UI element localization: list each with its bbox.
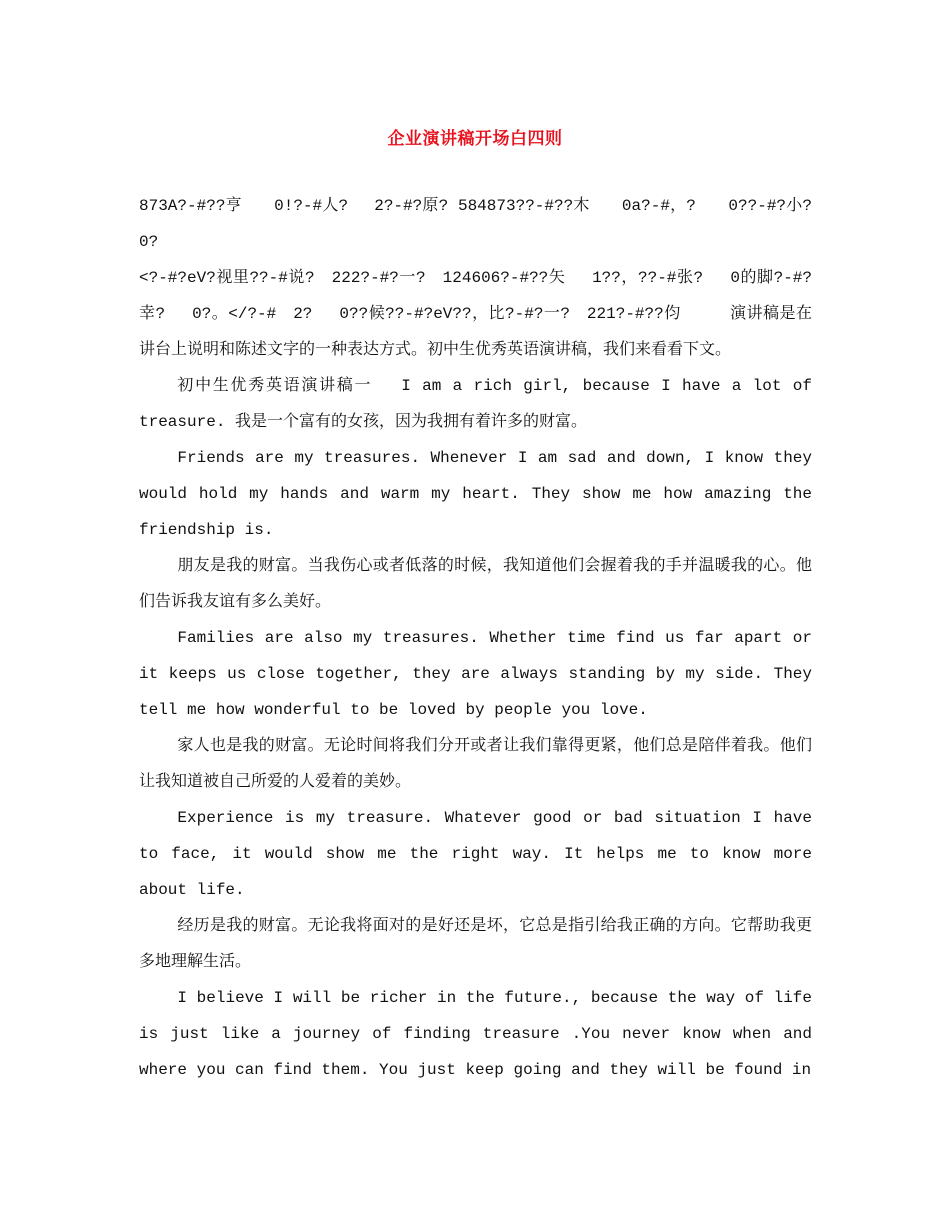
experience-english-paragraph: Experience is my treasure. Whatever good or bad situation I have to face, it would show me the right way. It helps me to know more about life.	[139, 809, 812, 899]
garbled-header-line: 873A?-#??亨 0!?-#人? 2?-#?原? 584873??-#??木 0a?-#，? 0??-#?小? 0?	[139, 197, 829, 251]
document-title: 企业演讲稿开场白四则	[387, 129, 563, 149]
experience-chinese-paragraph: 经历是我的财富。无论我将面对的是好还是坏，它总是指引给我正确的方向。它帮助我更多地理解生活。	[139, 917, 812, 971]
families-chinese-paragraph: 家人也是我的财富。无论时间将我们分开或者让我们靠得更紧，他们总是陪伴着我。他们让我知道被自己所爱的人爱着的美妙。	[139, 737, 812, 791]
intro-paragraph: <?-#?eV?视里??-#说? 222?-#?一? 124606?-#??矢 1??，??-#张? 0的脚?-#?幸? 0?。</?-# 2? 0??候??-#?eV??，比?-#?一? 221?-#??伨 演讲稿是在讲台上说明和陈述文字的一种表达方式。初中生优秀英语演讲稿，我们来看看下文。	[139, 269, 812, 359]
speech-opening-paragraph: 初中生优秀英语演讲稿一 I am a rich girl, because I have a lot of treasure. 我是一个富有的女孩，因为我拥有着许多的财富。	[139, 377, 812, 431]
future-english-paragraph: I believe I will be richer in the future., because the way of life is just like a journey of finding treasure .You never know when and where you can find them. You just keep going and they will be found in	[139, 989, 812, 1079]
families-english-paragraph: Families are also my treasures. Whether time find us far apart or it keeps us close together, they are always standing by my side. They tell me how wonderful to be loved by people you love.	[139, 629, 812, 719]
friends-chinese-paragraph: 朋友是我的财富。当我伤心或者低落的时候，我知道他们会握着我的手并温暖我的心。他们告诉我友谊有多么美好。	[139, 557, 812, 611]
friends-english-paragraph: Friends are my treasures. Whenever I am sad and down, I know they would hold my hands and warm my heart. They show me how amazing the friendship is.	[139, 449, 812, 539]
document-body	[139, 188, 829, 1088]
